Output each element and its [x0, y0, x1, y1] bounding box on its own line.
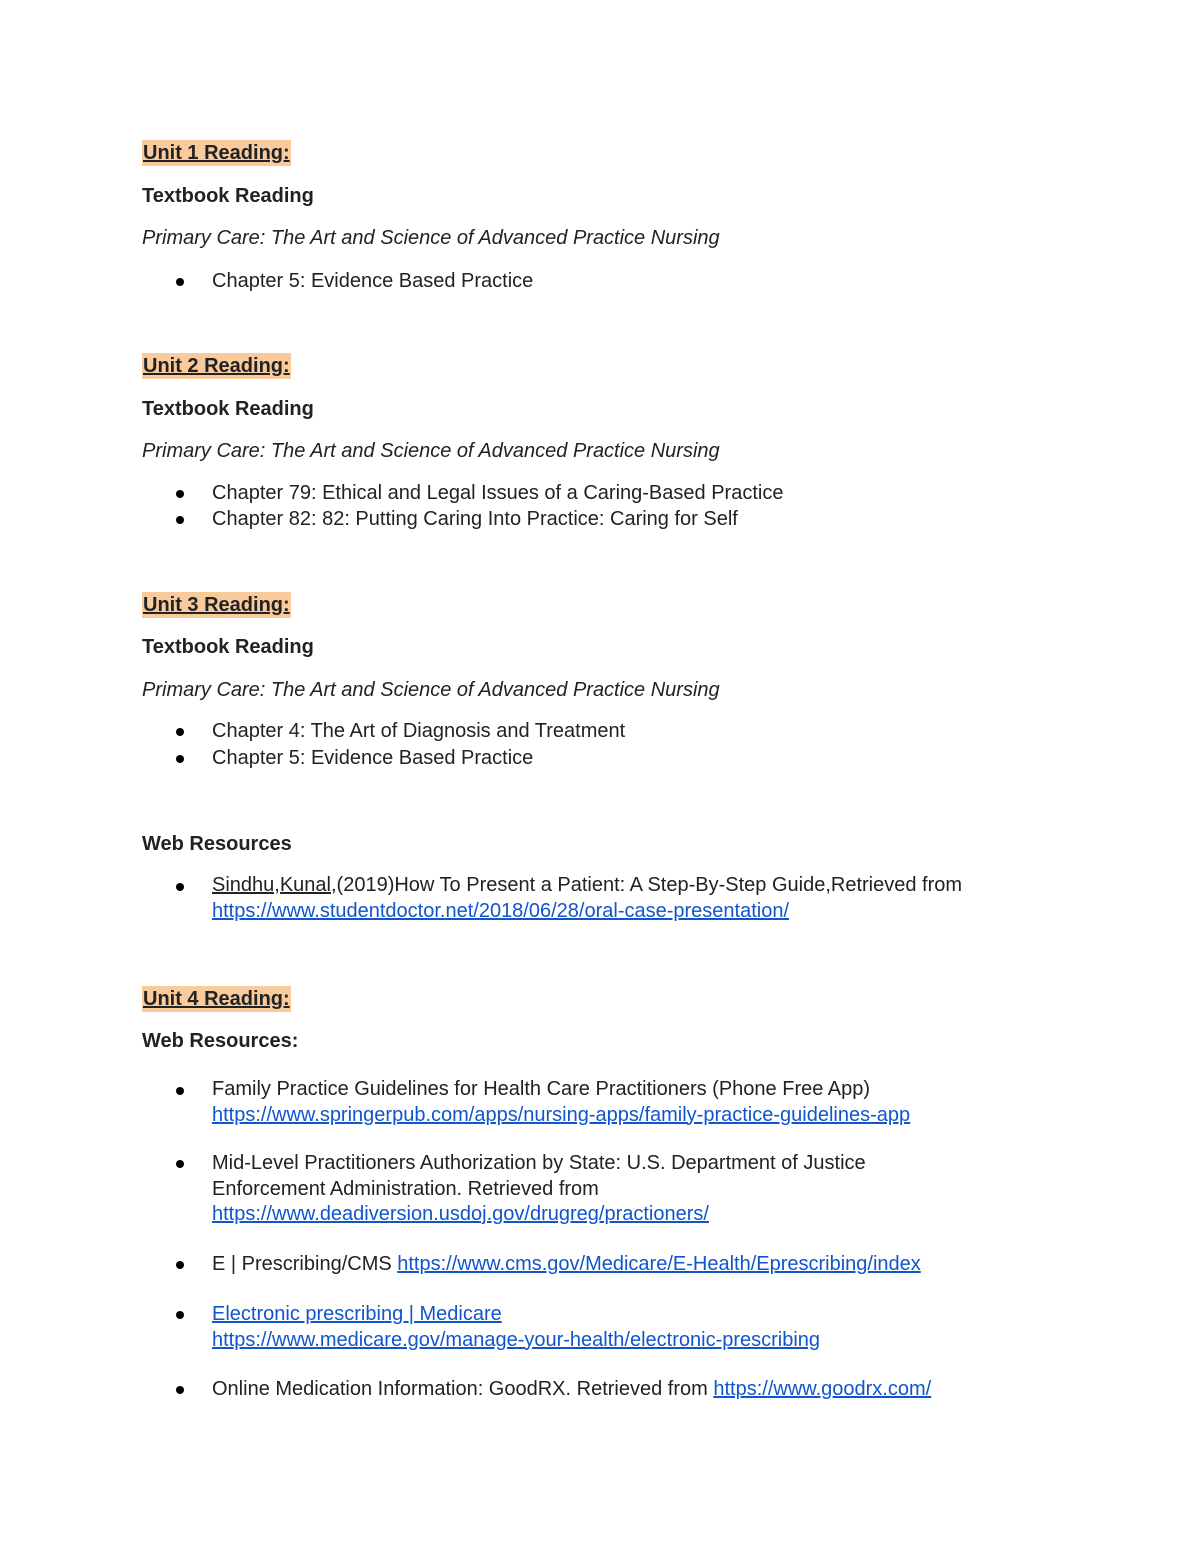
bullet-icon	[176, 1386, 184, 1394]
unit-1-heading: Unit 1 Reading:	[143, 142, 290, 164]
resource-url-link[interactable]: https://www.springerpub.com/apps/nursing-apps/family-practice-guidelines-app	[212, 1103, 911, 1126]
unit-4-resource-4	[212, 1302, 1112, 1353]
bullet-icon	[176, 278, 184, 286]
resource-title-link[interactable]: Electronic prescribing | Medicare	[212, 1303, 502, 1325]
unit-2-chapter-1: Chapter 79: Ethical and Legal Issues of a Caring-Based Practice	[212, 482, 784, 504]
unit-2-textbook-label: Textbook Reading	[142, 398, 314, 420]
unit-4-resource-3	[212, 1252, 1112, 1278]
unit-3-textbook-label: Textbook Reading	[142, 636, 314, 658]
resource-text: ,(2019)How To Present a Patient: A Step-By-Step Guide,Retrieved from	[330, 874, 963, 896]
bullet-icon	[176, 1087, 184, 1095]
resource-text: Online Medication Information: GoodRX. Retrieved from	[212, 1378, 714, 1400]
author-link[interactable]: Sindhu,Kunal	[212, 874, 331, 896]
resource-url-link[interactable]: https://www.cms.gov/Medicare/E-Health/Eprescribing/index	[397, 1253, 921, 1275]
unit-4-resource-5	[212, 1377, 1112, 1403]
resource-text: E | Prescribing/CMS	[212, 1253, 398, 1275]
bullet-icon	[176, 490, 184, 498]
resource-url-link[interactable]: https://www.goodrx.com/	[713, 1378, 932, 1400]
unit-3-heading: Unit 3 Reading:	[143, 594, 290, 616]
unit-3-chapter-1: Chapter 4: The Art of Diagnosis and Treatment	[212, 720, 626, 742]
resource-url-link[interactable]: https://www.medicare.gov/manage-your-health/electronic-prescribing	[212, 1328, 821, 1351]
unit-3-web-resource	[212, 873, 1112, 924]
unit-1-textbook-label: Textbook Reading	[142, 185, 314, 207]
unit-4-web-label: Web Resources:	[142, 1030, 299, 1052]
resource-url-link[interactable]: https://www.deadiversion.usdoj.gov/drugreg/practioners/	[212, 1203, 709, 1225]
bullet-icon	[176, 728, 184, 736]
unit-1-book-title: Primary Care: The Art and Science of Advanced Practice Nursing	[142, 227, 720, 249]
bullet-icon	[176, 516, 184, 524]
unit-2-chapter-2: Chapter 82: 82: Putting Caring Into Practice: Caring for Self	[212, 508, 738, 530]
bullet-icon	[176, 755, 184, 763]
unit-2-book-title: Primary Care: The Art and Science of Advanced Practice Nursing	[142, 440, 720, 462]
bullet-icon	[176, 1311, 184, 1319]
bullet-icon	[176, 1160, 184, 1168]
unit-4-heading: Unit 4 Reading:	[143, 988, 290, 1010]
bullet-icon	[176, 1261, 184, 1269]
resource-url-link[interactable]: https://www.studentdoctor.net/2018/06/28/oral-case-presentation/	[212, 899, 790, 922]
unit-3-chapter-2: Chapter 5: Evidence Based Practice	[212, 747, 534, 769]
unit-4-resource-1	[212, 1077, 1112, 1128]
resource-text: Family Practice Guidelines for Health Care Practitioners (Phone Free App)	[212, 1078, 871, 1100]
unit-4-resource-2	[212, 1151, 1112, 1228]
unit-1-chapter-1: Chapter 5: Evidence Based Practice	[212, 270, 534, 292]
unit-2-heading: Unit 2 Reading:	[143, 355, 290, 377]
resource-text: Mid-Level Practitioners Authorization by State: U.S. Department of Justice	[212, 1152, 866, 1174]
unit-3-web-label: Web Resources	[142, 833, 292, 855]
resource-text: Enforcement Administration. Retrieved from	[212, 1177, 599, 1200]
unit-3-book-title: Primary Care: The Art and Science of Advanced Practice Nursing	[142, 679, 720, 701]
bullet-icon	[176, 883, 184, 891]
